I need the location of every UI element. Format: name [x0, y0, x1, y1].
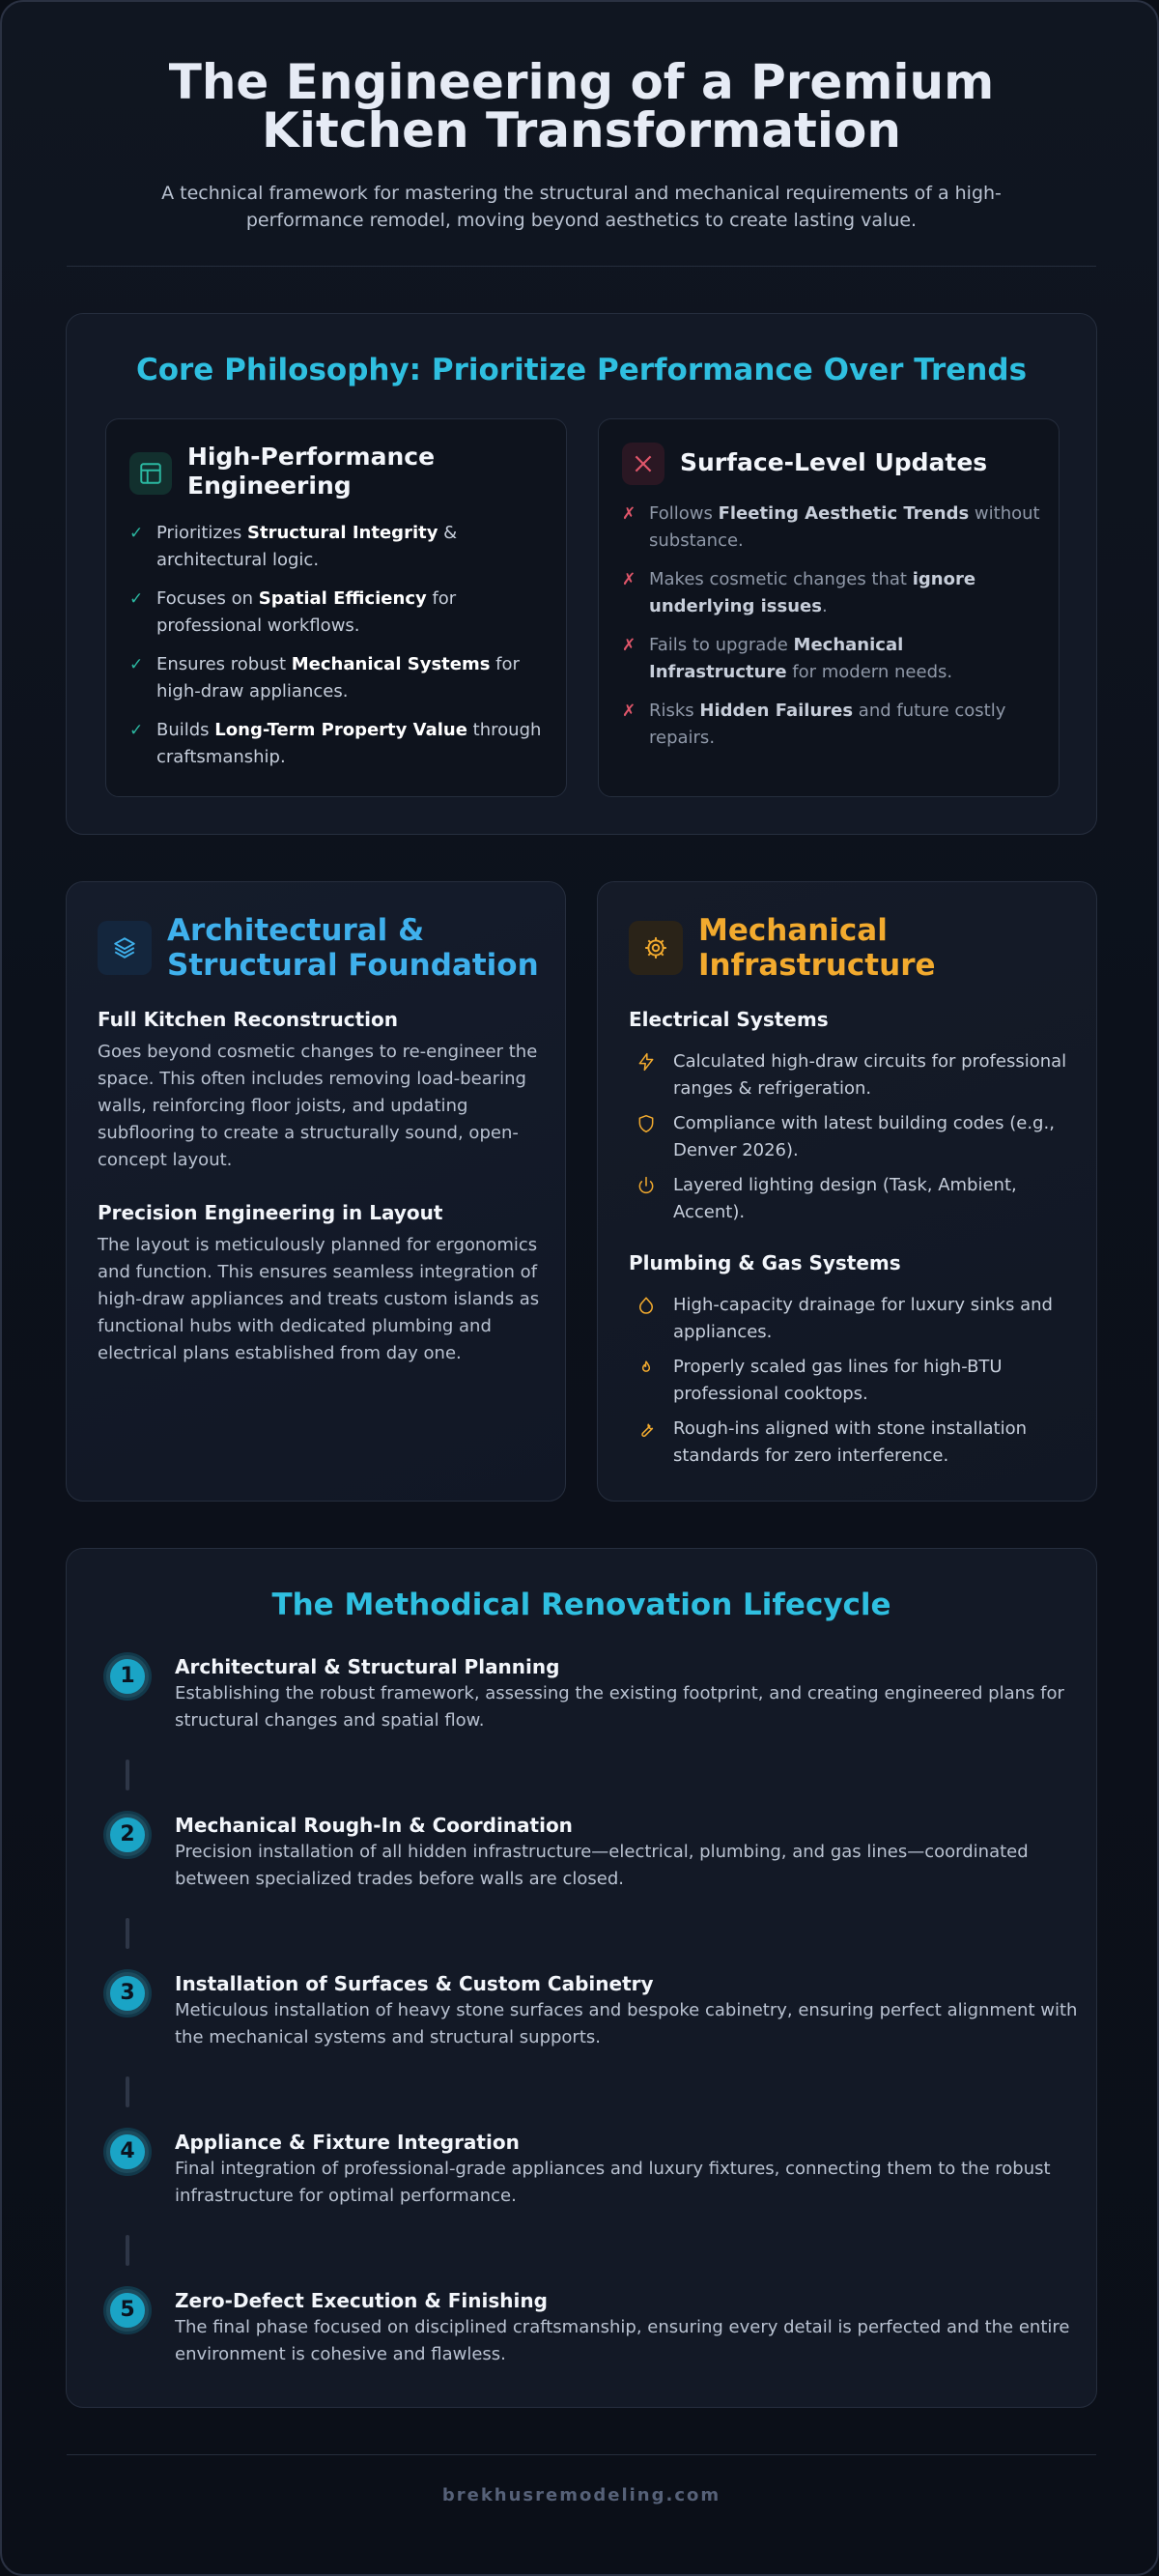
- reconstruction-heading: Full Kitchen Reconstruction: [98, 1008, 398, 1031]
- bad-item: ✗ Makes cosmetic changes that ignore underlying issues.: [622, 566, 1047, 620]
- step-description: Final integration of professional-grade appliances and luxury fixtures, connecting them to the robust infrastructure for optimal performance.: [175, 2159, 1051, 2206]
- layout-icon: [129, 452, 172, 495]
- electrical-item-text: Layered lighting design (Task, Ambient, Accent).: [673, 1175, 1017, 1222]
- check-icon: ✓: [129, 655, 144, 674]
- bad-item: ✗ Fails to upgrade Mechanical Infrastructure for modern needs.: [622, 632, 1047, 686]
- step-description: The final phase focused on disciplined craftsmanship, ensuring every detail is perfected and the entire environment is cohesive and flawless.: [175, 2317, 1070, 2364]
- plumbing-item-text: High-capacity drainage for luxury sinks and appliances.: [673, 1295, 1053, 1342]
- page-title: The Engineering of a Premium Kitchen Transformation: [168, 54, 995, 158]
- step-connector: [126, 1918, 129, 1949]
- footer-divider: [67, 2454, 1096, 2455]
- good-item: ✓ Focuses on Spatial Efficiency for professional workflows.: [129, 586, 554, 640]
- step-number: 3: [106, 1972, 149, 2015]
- cross-icon: ✗: [622, 504, 636, 524]
- plumbing-heading: Plumbing & Gas Systems: [629, 1251, 901, 1274]
- philosophy-title: Core Philosophy: Prioritize Performance Over Trends: [135, 353, 1028, 387]
- philosophy-card: [66, 313, 1097, 835]
- plumbing-item: [636, 1416, 1081, 1470]
- structural-card: [66, 881, 566, 1502]
- layout-text: The layout is meticulously planned for ergonomics and function. This ensures seamless integration of high-draw appliances and treats custom islands as functional hubs with dedicated plumbing and electrical plans established from day one.: [98, 1235, 540, 1363]
- step-title: Zero-Defect Execution & Finishing: [175, 2289, 548, 2312]
- power-icon: [636, 1176, 656, 1195]
- check-icon: ✓: [129, 721, 144, 740]
- step-description: Meticulous installation of heavy stone surfaces and bespoke cabinetry, ensuring perfect alignment with the mechanical systems and structural supports.: [175, 2000, 1078, 2047]
- bolt-icon: [636, 1052, 656, 1072]
- surface-level-card: [598, 418, 1060, 797]
- step-connector: [126, 1760, 129, 1790]
- plumbing-item-text: Rough-ins aligned with stone installation standards for zero interference.: [673, 1418, 1027, 1466]
- page-header: [2, 54, 1159, 234]
- footer-domain: brekhusremodeling.com: [441, 2485, 721, 2505]
- good-item: ✓ Prioritizes Structural Integrity & architectural logic.: [129, 520, 554, 574]
- surface-level-heading: Surface-Level Updates: [680, 448, 988, 476]
- page-subtitle: A technical framework for mastering the structural and mechanical requirements of a high-performance remodel, moving beyond aesthetics to create lasting value.: [161, 183, 1002, 231]
- droplet-icon: [636, 1296, 656, 1315]
- plumbing-item: [636, 1354, 1081, 1408]
- mechanical-card: [597, 881, 1097, 1502]
- layers-icon: [98, 921, 152, 975]
- header-divider: [67, 266, 1096, 267]
- wrench-icon: [636, 1419, 656, 1439]
- plumbing-item: [636, 1292, 1081, 1346]
- step-number: 4: [106, 2131, 149, 2173]
- step-connector: [126, 2076, 129, 2107]
- surface-level-list: [622, 501, 1047, 763]
- step-title: Mechanical Rough-In & Coordination: [175, 1814, 573, 1837]
- step-title: Architectural & Structural Planning: [175, 1655, 560, 1678]
- bad-item: ✗ Follows Fleeting Aesthetic Trends without substance.: [622, 501, 1047, 555]
- step-number: 5: [106, 2289, 149, 2332]
- electrical-item: [636, 1172, 1081, 1226]
- reconstruction-text: Goes beyond cosmetic changes to re-engineer the space. This often includes removing load-bearing walls, reinforcing floor joists, and updating subflooring to create a structurally sound, open-concept layout.: [98, 1042, 538, 1170]
- structural-title: Architectural & Structural Foundation: [167, 913, 539, 983]
- cross-icon: ✗: [622, 636, 636, 655]
- step-connector: [126, 2235, 129, 2266]
- good-item: ✓ Ensures robust Mechanical Systems for high-draw appliances.: [129, 651, 554, 705]
- shield-icon: [636, 1114, 656, 1133]
- high-performance-card: [105, 418, 567, 797]
- step-title: Appliance & Fixture Integration: [175, 2131, 520, 2154]
- cross-icon: ✗: [622, 701, 636, 721]
- layout-heading: Precision Engineering in Layout: [98, 1201, 443, 1224]
- gear-icon: [629, 921, 683, 975]
- mechanical-title: Mechanical Infrastructure: [698, 913, 936, 983]
- electrical-item-text: Compliance with latest building codes (e.g., Denver 2026).: [673, 1113, 1055, 1160]
- check-icon: ✓: [129, 524, 144, 543]
- lifecycle-title: The Methodical Renovation Lifecycle: [271, 1588, 891, 1622]
- step-number: 2: [106, 1814, 149, 1856]
- good-item: ✓ Builds Long-Term Property Value through craftsmanship.: [129, 717, 554, 771]
- electrical-heading: Electrical Systems: [629, 1008, 829, 1031]
- x-icon: [622, 443, 664, 485]
- step-description: Establishing the robust framework, assessing the existing footprint, and creating engineered plans for structural changes and spatial flow.: [175, 1683, 1064, 1731]
- step-description: Precision installation of all hidden infrastructure—electrical, plumbing, and gas lines—coordinated between specialized trades before walls are closed.: [175, 1842, 1029, 1889]
- electrical-item-text: Calculated high-draw circuits for professional ranges & refrigeration.: [673, 1051, 1067, 1099]
- high-performance-heading: High-Performance Engineering: [187, 443, 436, 500]
- check-icon: ✓: [129, 589, 144, 609]
- cross-icon: ✗: [622, 570, 636, 589]
- lifecycle-card: [66, 1548, 1097, 2408]
- plumbing-item-text: Properly scaled gas lines for high-BTU professional cooktops.: [673, 1357, 1003, 1404]
- electrical-item: [636, 1110, 1081, 1164]
- flame-icon: [636, 1358, 656, 1377]
- high-performance-list: [129, 520, 554, 783]
- step-title: Installation of Surfaces & Custom Cabinetry: [175, 1972, 654, 1995]
- electrical-item: [636, 1048, 1081, 1102]
- bad-item: ✗ Risks Hidden Failures and future costly repairs.: [622, 698, 1047, 752]
- step-number: 1: [106, 1655, 149, 1698]
